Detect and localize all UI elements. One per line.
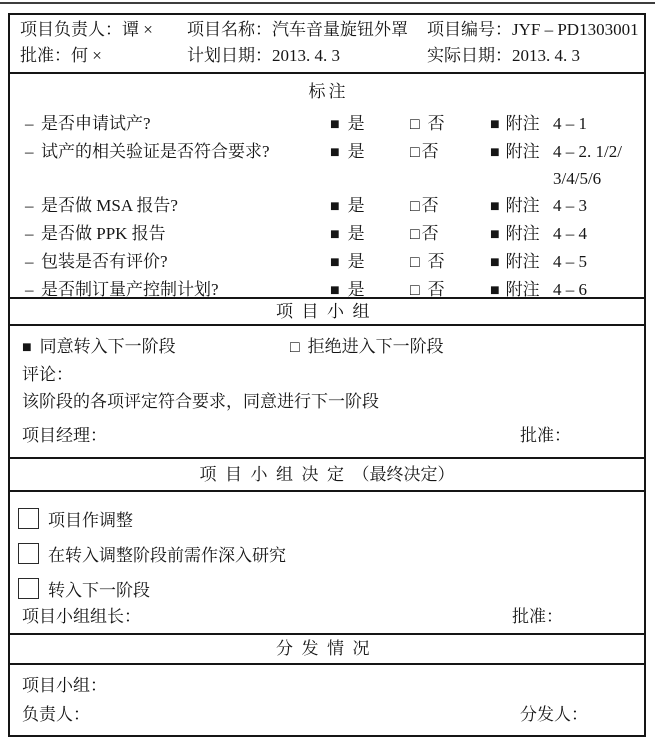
decision-option-next-stage[interactable] [18, 571, 632, 606]
option-label: 在转入调整阶段前需作深入研究 [48, 545, 286, 565]
note-checkbox[interactable]: ■ [490, 197, 500, 215]
no-cell [410, 248, 490, 276]
section-title-team: 项目小组 [10, 297, 644, 324]
comment-text: 该阶段的各项评定符合要求，同意进行下一阶段 [22, 391, 379, 411]
dash: – [25, 251, 34, 271]
ref-cell [553, 110, 644, 137]
reject-checkbox[interactable]: □ [290, 338, 300, 356]
note-label: 附注 [505, 279, 540, 299]
owner-label: 负责人： [22, 705, 90, 724]
question-text: – 是否做 MSA 报告? [25, 192, 330, 219]
yes-checkbox[interactable]: ■ [330, 253, 340, 271]
no-label: 否 [427, 113, 445, 133]
no-checkbox[interactable]: □ [410, 281, 420, 299]
yes-label: 是 [347, 113, 365, 133]
ref-cell [553, 248, 644, 275]
section-title-annotation: 标注 [308, 81, 349, 101]
approve-label: 批准： [512, 606, 563, 626]
yes-checkbox[interactable]: ■ [330, 197, 340, 215]
field-value: 2013. 4. 3 [272, 46, 340, 66]
note-label: 附注 [505, 223, 540, 243]
ref-number: 4 – 1 [553, 113, 587, 133]
question-text: – 是否制订量产控制计划? [25, 276, 330, 303]
ref-cell [553, 138, 644, 192]
question-row-msa-report [10, 192, 644, 220]
section-decision [10, 490, 644, 633]
yes-cell [330, 220, 410, 248]
field-planned-date [187, 43, 427, 69]
yes-checkbox[interactable]: ■ [330, 115, 340, 133]
note-label: 附注 [505, 195, 540, 215]
yes-label: 是 [347, 141, 365, 161]
field-project-leader [20, 17, 187, 43]
approve-label: 批准： [520, 426, 571, 446]
yes-cell [330, 248, 410, 276]
no-label: 否 [421, 223, 439, 243]
form-header [10, 15, 644, 72]
no-label: 否 [421, 195, 439, 215]
no-cell [410, 138, 490, 166]
dash: – [25, 223, 34, 243]
ref-number-line2: 3/4/5/6 [553, 168, 602, 188]
yes-cell [330, 110, 410, 138]
field-value: 汽车音量旋钮外罩 [272, 20, 408, 39]
dash: – [25, 195, 34, 215]
yes-cell [330, 192, 410, 220]
note-checkbox[interactable]: ■ [490, 253, 500, 271]
field-value: 谭 × [122, 20, 153, 39]
comment-label: 评论： [22, 364, 73, 384]
decision-option-research[interactable] [18, 536, 632, 571]
yes-label: 是 [347, 223, 365, 243]
ref-number: 4 – 5 [553, 251, 587, 271]
section-team [10, 324, 644, 458]
note-label: 附注 [505, 113, 540, 133]
yes-label: 是 [347, 279, 365, 299]
distributor-label: 分发人： [520, 705, 588, 724]
question-text: – 试产的相关验证是否符合要求? [25, 138, 330, 165]
field-approver [20, 43, 187, 69]
adjust-checkbox[interactable] [18, 508, 39, 529]
question-row-ppk-report [10, 220, 644, 248]
no-checkbox[interactable]: □ [410, 253, 420, 271]
decision-option-adjust[interactable] [18, 501, 632, 536]
field-label: 计划日期： [187, 46, 272, 66]
section-annotation [10, 72, 644, 297]
yes-label: 是 [347, 195, 365, 215]
decision-signature-row [18, 606, 632, 628]
note-cell [490, 138, 553, 166]
note-cell [490, 192, 553, 220]
no-checkbox[interactable]: □ [410, 197, 420, 215]
question-text: – 是否申请试产? [25, 110, 330, 137]
field-value: 2013. 4. 3 [512, 46, 580, 66]
section-distribution [10, 663, 644, 735]
project-manager-label: 项目经理： [22, 426, 107, 446]
field-label: 实际日期： [427, 46, 512, 66]
ref-cell [553, 192, 644, 219]
dash: – [25, 141, 34, 161]
field-label: 项目编号： [427, 20, 512, 39]
note-cell [490, 110, 553, 138]
yes-checkbox[interactable]: ■ [330, 143, 340, 161]
reject-label: 拒绝进入下一阶段 [307, 336, 444, 356]
research-checkbox[interactable] [18, 543, 39, 564]
note-cell [490, 220, 553, 248]
no-cell [410, 192, 490, 220]
team-signature-row [22, 424, 632, 448]
note-cell [490, 248, 553, 276]
field-actual-date [427, 43, 644, 69]
field-project-name [187, 17, 427, 43]
no-label: 否 [427, 279, 445, 299]
ref-number: 4 – 2. 1/2/ [553, 141, 622, 161]
no-checkbox[interactable]: □ [410, 143, 420, 161]
team-choice-row [22, 333, 632, 361]
no-label: 否 [427, 251, 445, 271]
question-row-trial-verification [10, 138, 644, 192]
note-checkbox[interactable]: ■ [490, 225, 500, 243]
field-project-number [427, 17, 644, 43]
dash: – [25, 279, 34, 299]
yes-label: 是 [347, 251, 365, 271]
ref-number: 4 – 3 [553, 195, 587, 215]
question-row-packaging-evaluation [10, 248, 644, 276]
agree-label: 同意转入下一阶段 [39, 336, 176, 356]
agree-option[interactable] [22, 337, 176, 356]
question-row-trial-application [10, 110, 644, 138]
field-label: 项目负责人： [20, 20, 122, 39]
no-checkbox[interactable]: □ [410, 115, 420, 133]
no-cell [410, 110, 490, 138]
team-leader-label: 项目小组组长： [22, 606, 141, 626]
yes-checkbox[interactable]: ■ [330, 281, 340, 299]
distribution-signature-row [22, 703, 632, 727]
note-label: 附注 [505, 141, 540, 161]
note-checkbox[interactable]: ■ [490, 143, 500, 161]
no-cell [410, 220, 490, 248]
section-title-distribution: 分发情况 [10, 633, 644, 663]
note-checkbox[interactable]: ■ [490, 281, 500, 299]
question-text: – 是否做 PPK 报告 [25, 220, 330, 247]
ref-number: 4 – 4 [553, 223, 587, 243]
no-label: 否 [421, 141, 439, 161]
ref-number: 4 – 6 [553, 279, 587, 299]
next-stage-checkbox[interactable] [18, 578, 39, 599]
no-checkbox[interactable]: □ [410, 225, 420, 243]
section-title-decision: 项目小组决定（最终决定） [10, 457, 644, 490]
agree-checkbox[interactable]: ■ [22, 338, 32, 356]
note-label: 附注 [505, 251, 540, 271]
field-value: 何 × [71, 46, 102, 66]
dash: – [25, 113, 34, 133]
ref-cell [553, 220, 644, 247]
project-review-form [8, 13, 646, 737]
question-text: – 包装是否有评价? [25, 248, 330, 275]
option-label: 转入下一阶段 [48, 580, 150, 600]
distribution-team-label: 项目小组： [22, 676, 107, 696]
reject-option[interactable] [290, 333, 444, 361]
page-top-rule [0, 2, 655, 4]
field-value: JYF – PD1303001 [512, 20, 639, 39]
field-label: 项目名称： [187, 20, 272, 39]
field-label: 批准： [20, 46, 71, 66]
option-label: 项目作调整 [48, 511, 133, 531]
yes-checkbox[interactable]: ■ [330, 225, 340, 243]
note-checkbox[interactable]: ■ [490, 115, 500, 133]
yes-cell [330, 138, 410, 166]
